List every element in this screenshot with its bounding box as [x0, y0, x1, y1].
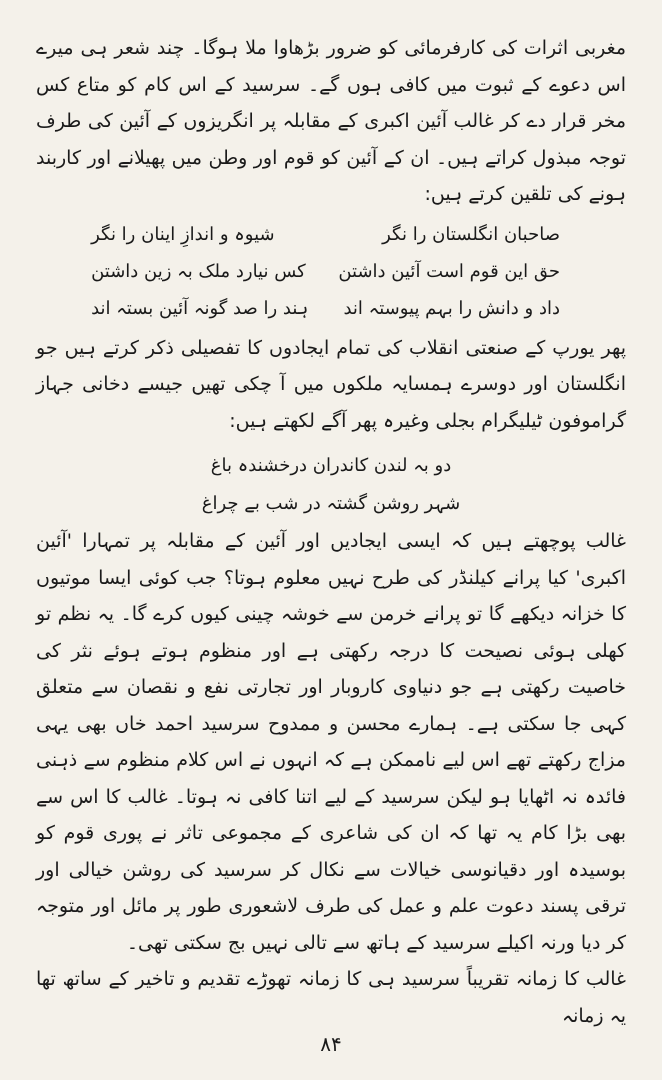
intro-paragraph: مغربی اثرات کی کارفرمائی کو ضرور بڑھاوا ملا ہوگا۔ چند شعر ہی میرے اس دعوے کے ثبوت میں کافی ہوں گے۔ سرسید کے اس کام کو متاع کس مخر قرار دے کر غالب آئین اکبری کے مقابلہ پر انگریزوں کے آئین کی طرف توجہ مبذول کراتے ہیں۔ ان کے آئین کو قوم اور وطن میں پھیلانے اور کاربند ہونے کی تلقین کرتے ہیں:: [36, 37, 626, 205]
page-number: ۸۴: [320, 1032, 342, 1056]
verse-line: صاحبان انگلستان را نگر: [382, 223, 560, 245]
closing-paragraph: غالب کا زمانہ تقریباً سرسید ہی کا زمانہ تھوڑے تقدیم و تاخیر کے ساتھ تھا یہ زمانہ: [36, 968, 626, 1027]
verse-line: حق این قوم است آئین داشتن: [338, 260, 560, 282]
verse-line: دو بہ لندن کاندران درخشندہ باغ: [210, 455, 452, 476]
verse-line: ہند را صد گونہ آئین بستہ اند: [91, 297, 309, 319]
verse-line: داد و دانش را بہم پیوستہ اند: [343, 297, 560, 319]
ghalib-paragraph: غالب پوچھتے ہیں کہ ایسی ایجادیں اور آئین کے مقابلہ پر تمہارا 'آئین اکبری' کیا پرانے کیلنڈر کی طرح نہیں معلوم ہوتا؟ جب کوئی ایسا موتیوں کا خزانہ دیکھے گا تو پرانے خرمن سے خوشہ چینی کیوں کرے گا۔ یہ نظم تو کھلی ہوئی نصیحت کا درجہ رکھتی ہے اور منظوم ہوتے ہوئے نثر کی خاصیت رکھتی ہے جو دنیاوی کاروبار اور تجارتی نفع و نقصان سے متعلق کہی جا سکتی ہے۔ ہمارے محسن و ممدوح سرسید احمد خاں بھی یہی مزاج رکھتے تھے اس لیے ناممکن ہے کہ انہوں نے اس کلام منظوم سے ذہنی فائدہ نہ اٹھایا ہو لیکن سرسید کے لیے اتنا کافی نہ ہوتا۔ غالب کا اس سے بھی بڑا کام یہ تھا کہ ان کی شاعری کے مجموعی تاثر نے پوری قوم کو بوسیدہ اور دقیانوسی خیالات سے نکال کر سرسید کی روشن خیالی اور ترقی پسند دعوت علم و عمل کی طرف لاشعوری طور پر مائل اور متوجہ کر دیا ورنہ اکیلے سرسید کے ہاتھ سے تالی نہیں بج سکتی تھی۔: [36, 530, 626, 954]
verse-line: کس نیارد ملک بہ زین داشتن: [91, 260, 306, 282]
persian-verses-1: [91, 216, 560, 327]
verse-line: شیوہ و اندازِ اینان را نگر: [91, 223, 275, 245]
inventions-paragraph: پھر یورپ کے صنعتی انقلاب کی تمام ایجادوں کا تفصیلی ذکر کرتے ہیں جو انگلستان اور دوسرے ہمسایہ ملکوں میں آ چکی تھیں جیسے دخانی جہاز گراموفون ٹیلیگرام بجلی وغیرہ پھر آگے لکھتے ہیں:: [36, 336, 626, 432]
verse-line: شہر روشن گشتہ در شب بے چراغ: [201, 493, 461, 514]
persian-couplet-2: [36, 447, 626, 523]
